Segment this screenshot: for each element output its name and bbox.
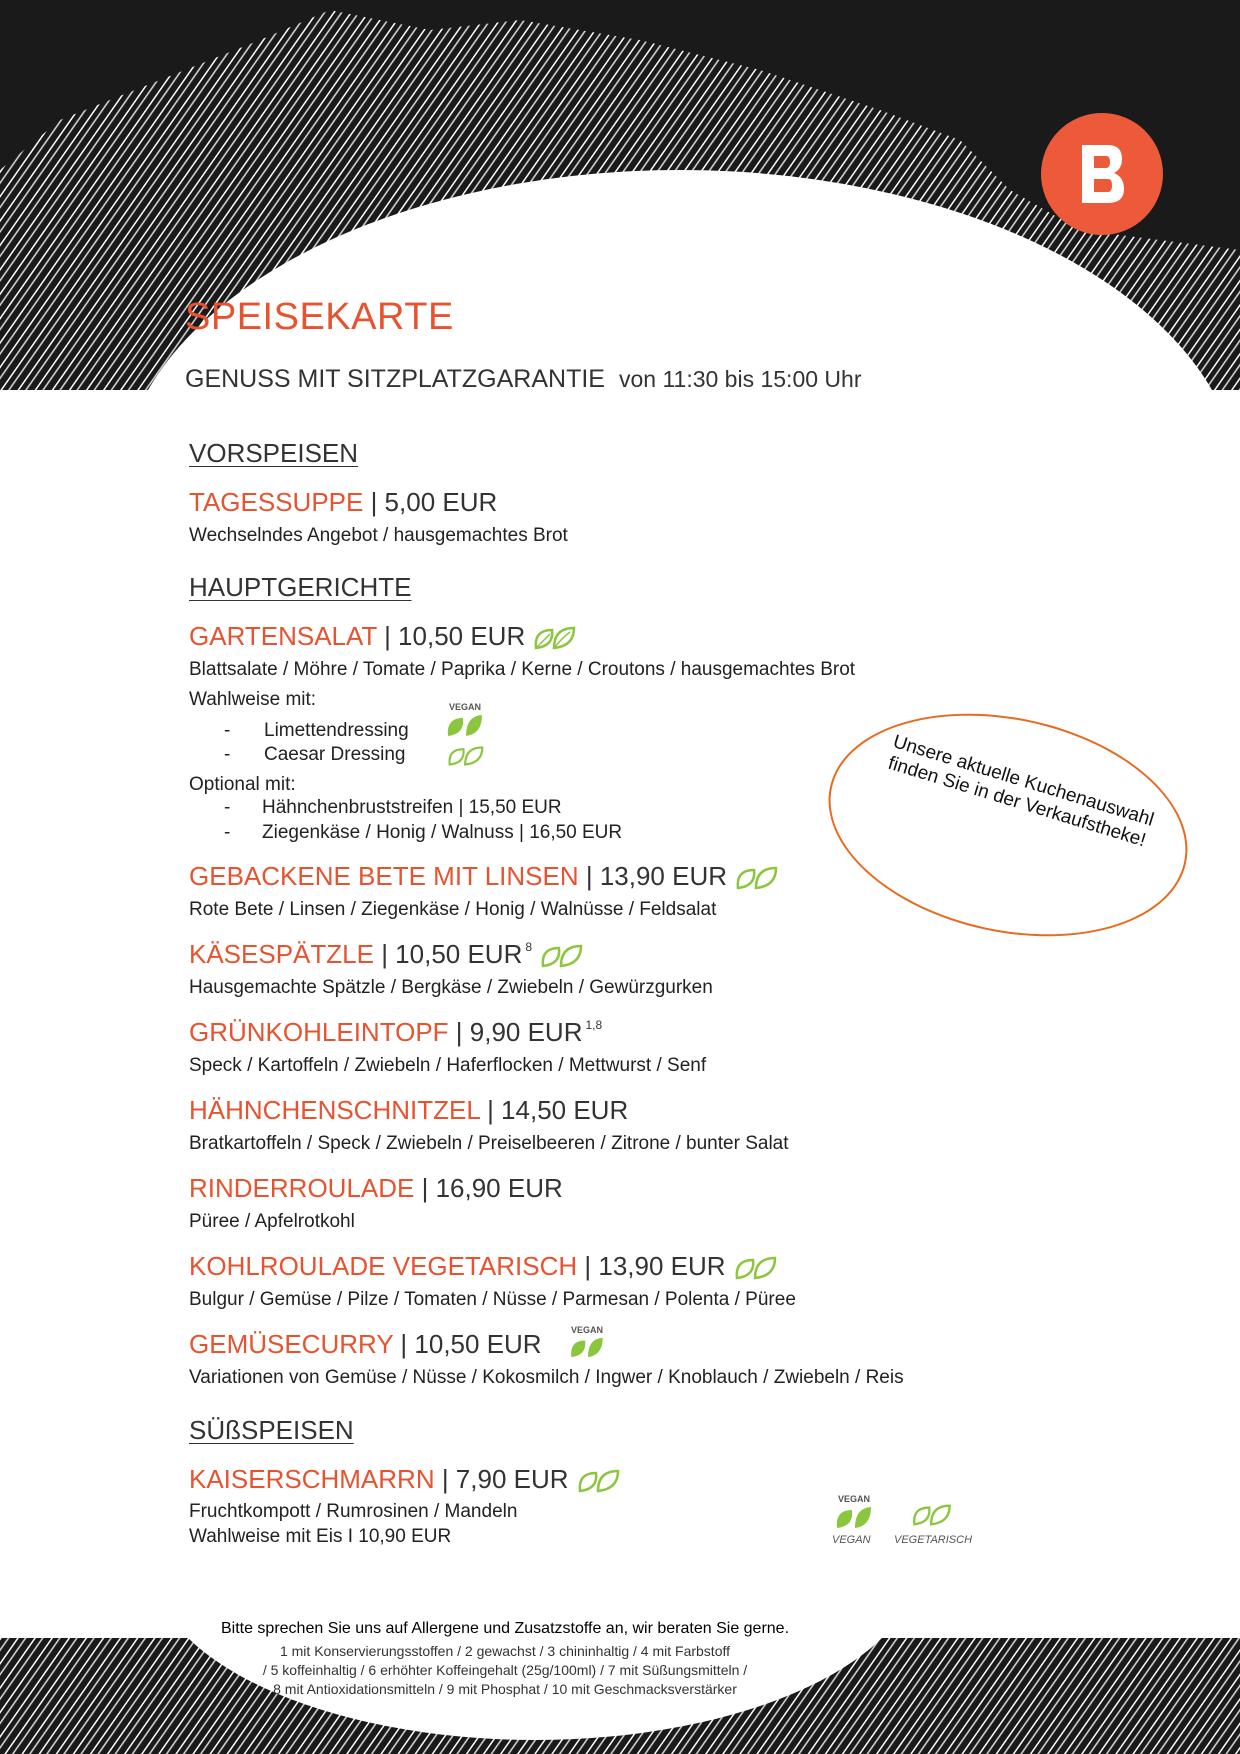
dish-name: TAGESSUPPE [189,487,364,517]
dish-haehnchenschnitzel [189,1095,628,1126]
allergen-notice: Bitte sprechen Sie uns auf Allergene und Zusatzstoffe an, wir beraten Sie gerne. [220,1620,790,1637]
vegan-badge-label: VEGAN [448,702,481,712]
additive-note: 8 [525,940,533,954]
dish-name: GEMÜSECURRY [189,1329,394,1359]
dish-name: HÄHNCHENSCHNITZEL [189,1095,480,1125]
dish-description: Hausgemachte Spätzle / Bergkäse / Zwiebeln / Gewürzgurken [189,977,713,998]
subtitle-text: GENUSS MIT SITZPLATZGARANTIE [185,365,605,393]
page-subtitle [185,365,861,394]
dish-gemuesecurry [189,1329,542,1360]
dish-name: RINDERROULADE [189,1173,415,1203]
dish-kaiserschmarrn [189,1464,622,1495]
dish-name: KÄSESPÄTZLE [189,939,374,969]
dish-rinderroulade [189,1173,563,1204]
dish-price: | 10,50 EUR [376,621,526,651]
dish-tagessuppe [189,487,497,518]
vegetarian-leaf-icon [576,1467,622,1495]
vegan-leaf-icon [568,1335,606,1359]
legend-vegan [834,1494,874,1535]
vegan-badge-label: VEGAN [837,1494,870,1504]
option-caesar-dressing: Caesar Dressing [264,744,406,765]
vegetarian-leaf-icon [539,942,585,970]
vegan-leaf-icon [446,712,484,738]
dish-price: | 14,50 EUR [479,1095,629,1125]
section-heading-vorspeisen: VORSPEISEN [189,438,359,468]
option-haehnchenbruststreifen: Hähnchenbruststreifen | 15,50 EUR [262,797,562,818]
vegetarian-leaf-icon [734,864,780,892]
dish-name: GRÜNKOHLEINTOPF [189,1017,449,1047]
dish-price: | 13,90 EUR [577,1251,726,1281]
dish-kaesespaetzle [189,939,585,970]
option-limettendressing: Limettendressing [264,720,409,741]
dish-description-secondary: Wahlweise mit Eis I 10,90 EUR [189,1526,452,1547]
dish-description: Rote Bete / Linsen / Ziegenkäse / Honig / Walnüsse / Feldsalat [189,899,717,920]
vegan-badge-icon [568,1325,606,1364]
dish-name: GEBACKENE BETE MIT LINSEN [189,861,579,891]
dish-gebackene-bete [189,861,780,892]
cake-callout-text: Unsere aktuelle Kuchenauswahl finden Sie in der Verkaufstheke! [885,731,1157,852]
vegetarian-leaf-icon [532,624,578,652]
list-dash: - [224,720,231,741]
option-label: Wahlweise mit: [189,689,317,710]
dish-description: Püree / Apfelrotkohl [189,1211,355,1232]
dish-kohlroulade [189,1251,779,1282]
dish-description: Variationen von Gemüse / Nüsse / Kokosmilch / Ingwer / Knoblauch / Zwiebeln / Reis [189,1367,904,1388]
dish-gruenkohleintopf [189,1017,602,1048]
dish-description: Speck / Kartoffeln / Zwiebeln / Haferflocken / Mettwurst / Senf [189,1055,707,1076]
dish-price: | 7,90 EUR [434,1464,569,1494]
section-heading-suessspeisen: SÜßSPEISEN [189,1415,354,1445]
list-dash: - [224,822,231,843]
dish-price: | 9,90 EUR [448,1017,583,1047]
dish-description: Wechselndes Angebot / hausgemachtes Brot [189,525,568,546]
dish-description: Bulgur / Gemüse / Pilze / Tomaten / Nüsse / Parmesan / Polenta / Püree [189,1289,796,1310]
dish-name: GARTENSALAT [189,621,377,651]
additive-note: 1,8 [585,1018,603,1032]
dish-price: | 10,50 EUR [393,1329,542,1359]
option-ziegenkaese: Ziegenkäse / Honig / Walnuss | 16,50 EUR [262,822,623,843]
dish-price: | 13,90 EUR [578,861,728,891]
logo-b-icon [1078,143,1126,205]
additives-line-2: / 5 koffeinhaltig / 6 erhöhter Koffeingehalt (25g/100ml) / 7 mit Süßungsmitteln / [262,1662,748,1678]
page-title: SPEISEKARTE [185,296,454,338]
list-dash: - [224,797,231,818]
legend-vegetarisch-label: VEGETARISCH [894,1534,973,1546]
additives-line-3: 8 mit Antioxidationsmitteln / 9 mit Phosphat / 10 mit Geschmacksverstärker [273,1681,737,1697]
brand-logo [1041,113,1163,235]
option-label: Optional mit: [189,774,296,795]
dish-description: Fruchtkompott / Rumrosinen / Mandeln [189,1501,518,1522]
legend-vegan-label: VEGAN [832,1534,871,1546]
opening-hours: von 11:30 bis 15:00 Uhr [618,366,862,392]
list-dash: - [224,744,231,765]
vegan-leaf-icon [834,1504,874,1530]
dish-name: KAISERSCHMARRN [189,1464,435,1494]
dish-description: Bratkartoffeln / Speck / Zwiebeln / Preiselbeeren / Zitrone / bunter Salat [189,1133,789,1154]
dish-gartensalat [189,621,578,652]
dish-description: Blattsalate / Möhre / Tomate / Paprika / Kerne / Croutons / hausgemachtes Brot [189,659,856,680]
vegetarian-leaf-icon [910,1502,954,1528]
section-heading-hauptgerichte: HAUPTGERICHTE [189,572,412,602]
dish-price: | 10,50 EUR [373,939,523,969]
vegan-badge-icon [446,702,484,743]
dish-price: | 5,00 EUR [363,487,498,517]
dish-price: | 16,90 EUR [414,1173,563,1203]
vegan-badge-label: VEGAN [570,1325,603,1335]
dish-name: KOHLROULADE VEGETARISCH [189,1251,578,1281]
vegetarian-leaf-icon [733,1254,779,1282]
additives-line-1: 1 mit Konservierungsstoffen / 2 gewachst / 3 chininhaltig / 4 mit Farbstoff [279,1643,731,1659]
vegetarian-leaf-icon [446,744,486,768]
